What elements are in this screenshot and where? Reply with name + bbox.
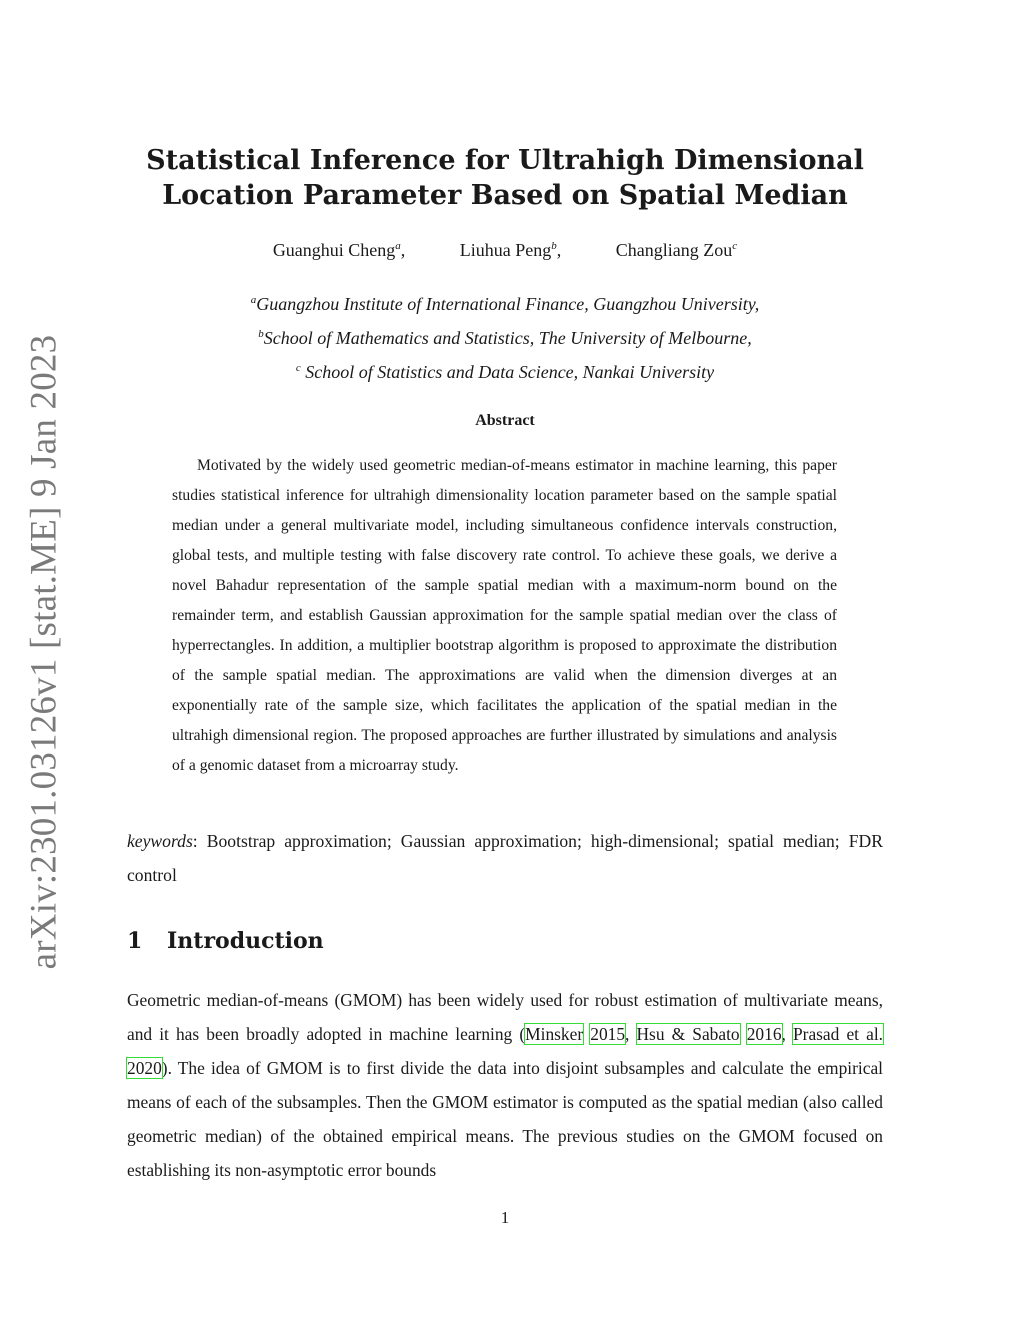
- affiliation-c: [0, 362, 1010, 383]
- citation-separator: ,: [625, 1024, 637, 1044]
- affiliation-mark: a: [250, 294, 257, 306]
- author-name: Liuhua Peng: [459, 240, 552, 260]
- author-affil-mark: c: [732, 240, 738, 252]
- section-number: 1: [127, 928, 143, 954]
- author-name: Changliang Zou: [615, 240, 733, 260]
- author-name: Guanghui Cheng: [272, 240, 396, 260]
- author-list: [0, 240, 1010, 261]
- author-2: [460, 240, 562, 261]
- author-1: [273, 240, 405, 261]
- page-number: 1: [500, 1208, 510, 1227]
- abstract-text: Motivated by the widely used geometric median-of-means estimator in machine learning, this paper studies statistical inference for ultrahigh dimensionality location parameter based on the sample spatial median under a general multivariate model, including simultaneous confidence intervals construction, global tests, and multiple testing with false discovery rate control. To achieve these goals, we derive a novel Bahadur representation of the sample spatial median with a maximum-norm bound on the remainder term, and establish Gaussian approximation for the sample spatial median over the class of hyperrectangles. In addition, a multiplier bootstrap algorithm is proposed to approximate the distribution of the sample spatial median. The approximations are valid when the dimension diverges at an exponentially rate of the sample size, which facilitates the application of the spatial median in the ultrahigh dimensional region. The proposed approaches are further illustrated by simulations and analysis of a genomic dataset from a microarray study.: [172, 457, 837, 774]
- keywords-label: keywords: [127, 831, 193, 851]
- citation-link-hsu-sabato[interactable]: Hsu & Sabato: [636, 1024, 740, 1044]
- intro-text-part-1: Geometric median-of-means (GMOM) has been widely used for robust estimation of multivariate means, and it has been broadly adopted in machine learning (: [127, 990, 883, 1044]
- affiliation-b: [0, 328, 1010, 349]
- keywords-text: : Bootstrap approximation; Gaussian approximation; high-dimensional; spatial median; FDR control: [127, 831, 883, 885]
- author-separator: ,: [556, 240, 562, 260]
- introduction-paragraph: [127, 983, 883, 1187]
- abstract-heading: Abstract: [475, 412, 535, 429]
- paper-title: [0, 143, 1010, 213]
- section-heading-introduction: [127, 928, 324, 954]
- section-title: Introduction: [167, 928, 324, 954]
- arxiv-identifier-stamp: arXiv:2301.03126v1 [stat.ME] 9 Jan 2023: [23, 334, 65, 970]
- title-line-1: Statistical Inference for Ultrahigh Dimensional: [146, 145, 864, 176]
- author-separator: ,: [400, 240, 406, 260]
- title-line-2: Location Parameter Based on Spatial Median: [162, 180, 848, 211]
- citation-link-hsu-sabato-year[interactable]: 2016: [746, 1024, 782, 1044]
- affiliation-a: [0, 294, 1010, 315]
- intro-text-part-2: ). The idea of GMOM is to first divide the data into disjoint subsamples and calculate the empirical means of each of the subsamples. Then the GMOM estimator is computed as the spatial median (also called geometric median) of the obtained empirical means. The previous studies on the GMOM focused on establishing its non-asymptotic error bounds: [127, 1058, 883, 1180]
- keywords-paragraph: [127, 824, 883, 892]
- affiliation-text: School of Statistics and Data Science, Nankai University: [300, 362, 715, 382]
- affiliation-mark: c: [295, 362, 301, 374]
- affiliation-text: Guangzhou Institute of International Finance, Guangzhou University,: [256, 294, 760, 314]
- citation-link-prasad-year[interactable]: 2020: [127, 1058, 162, 1078]
- citation-link-minsker-year[interactable]: 2015: [590, 1024, 626, 1044]
- affiliation-text: School of Mathematics and Statistics, The University of Melbourne,: [263, 328, 752, 348]
- author-affil-mark: b: [551, 240, 557, 252]
- author-3: [616, 240, 737, 261]
- author-affil-mark: a: [395, 240, 401, 252]
- citation-separator: ,: [781, 1024, 793, 1044]
- affiliation-mark: b: [258, 328, 264, 340]
- citation-link-prasad[interactable]: Prasad et al.: [792, 1024, 884, 1044]
- citation-link-minsker[interactable]: Minsker: [525, 1024, 584, 1044]
